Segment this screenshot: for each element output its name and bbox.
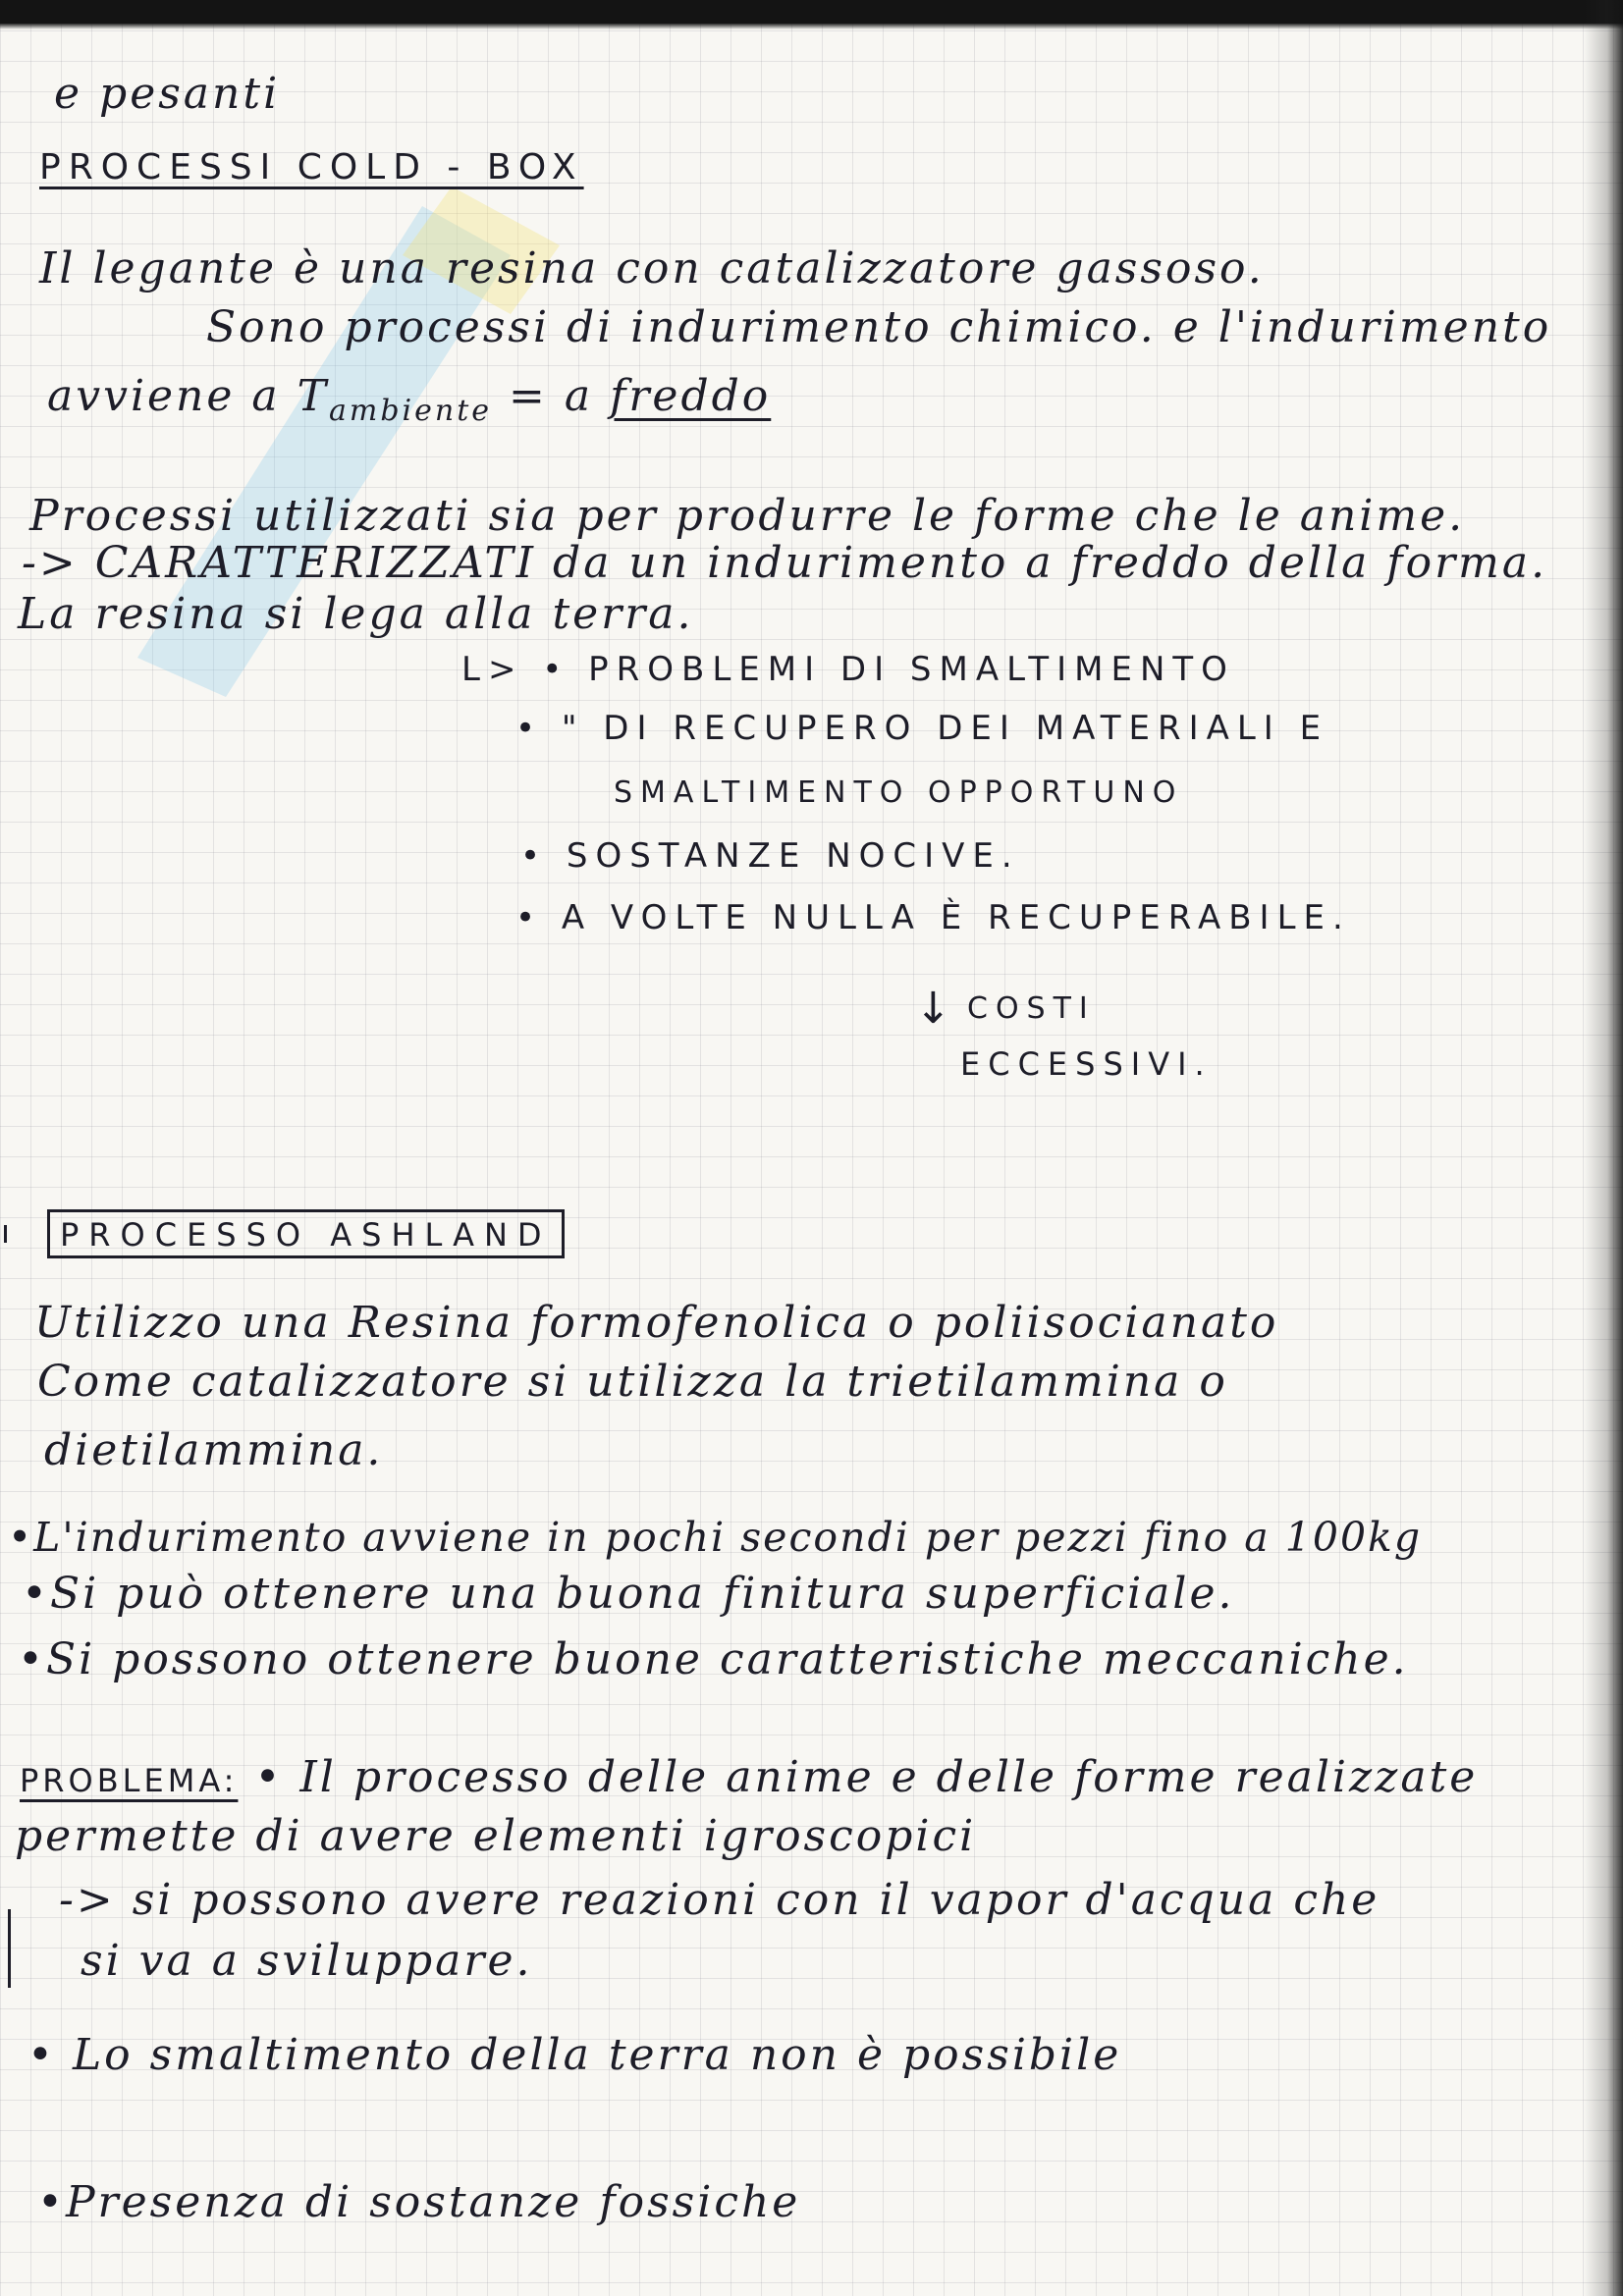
- problem-label: PROBLEMA:: [20, 1762, 239, 1799]
- p1-line3-sub: ambiente: [329, 393, 493, 428]
- bullet-list-1-item-1: L> • PROBLEMI DI SMALTIMENTO: [461, 650, 1235, 689]
- bullet-3: • Lo smaltimento della terra non è possibile: [27, 2030, 1122, 2080]
- problem-line-4: si va a sviluppare.: [81, 1936, 533, 1986]
- margin-mark-2: [8, 1909, 11, 1988]
- paragraph-3-line-2: Come catalizzatore si utilizza la trietilammina o: [37, 1357, 1228, 1407]
- section-title-ashland: PROCESSO ASHLAND: [47, 1209, 565, 1258]
- page-top-edge: [0, 0, 1623, 24]
- paragraph-3-line-3: dietilammina.: [44, 1425, 384, 1475]
- problem-line-3: -> si possono avere reazioni con il vapor d'acqua che: [59, 1875, 1380, 1925]
- p1-line3-post: = a: [492, 371, 611, 421]
- margin-mark: [4, 1225, 7, 1243]
- paragraph-3-line-1: Utilizzo una Resina formofenolica o poliisocianato: [34, 1298, 1279, 1348]
- bullet-list-2-item-3: •Si possono ottenere buone caratteristiche meccaniche.: [18, 1634, 1409, 1684]
- bullet-list-1-item-2: • " DI RECUPERO DEI MATERIALI E: [515, 709, 1329, 748]
- paragraph-2-line-3: La resina si lega alla terra.: [18, 589, 694, 639]
- page-right-edge: [1584, 0, 1623, 2296]
- bullet-list-1-item-5: • A VOLTE NULLA È RECUPERABILE.: [515, 898, 1351, 937]
- bullet-list-2-item-2: •Si può ottenere una buona finitura superficiale.: [22, 1569, 1235, 1619]
- paragraph-2-line-1: Processi utilizzati sia per produrre le forme che le anime.: [29, 491, 1466, 541]
- cost-line-2: ECCESSIVI.: [960, 1045, 1213, 1083]
- problem-line-2: permette di avere elementi igroscopici: [15, 1811, 977, 1861]
- arrow-down-icon: ↓: [915, 984, 951, 1034]
- p1-line3-pre: avviene a T: [47, 371, 329, 421]
- p1-line3-underlined: freddo: [610, 371, 772, 421]
- paragraph-1-line-3: [47, 371, 771, 428]
- bullet-4: •Presenza di sostanze fossiche: [37, 2177, 801, 2227]
- heading-continuation: e pesanti: [54, 69, 281, 119]
- problem-line-1-text: • Il processo delle anime e delle forme realizzate: [254, 1752, 1479, 1802]
- problem-line-1: [20, 1752, 1478, 1802]
- paragraph-2-line-2: -> CARATTERIZZATI da un indurimento a freddo della forma.: [22, 538, 1548, 588]
- bullet-list-1-item-3: SMALTIMENTO OPPORTUNO: [614, 775, 1184, 810]
- cost-line-1: COSTI: [967, 991, 1096, 1026]
- paragraph-1-line-1: Il legante è una resina con catalizzatore gassoso.: [39, 243, 1265, 294]
- bullet-list-1-item-4: • SOSTANZE NOCIVE.: [520, 836, 1020, 876]
- bullet-list-2-item-1: •L'indurimento avviene in pochi secondi per pezzi fino a 100kg: [8, 1514, 1423, 1561]
- paragraph-1-line-2: Sono processi di indurimento chimico. e l'indurimento: [206, 302, 1552, 352]
- section-title-cold-box: PROCESSI COLD - BOX: [39, 147, 584, 187]
